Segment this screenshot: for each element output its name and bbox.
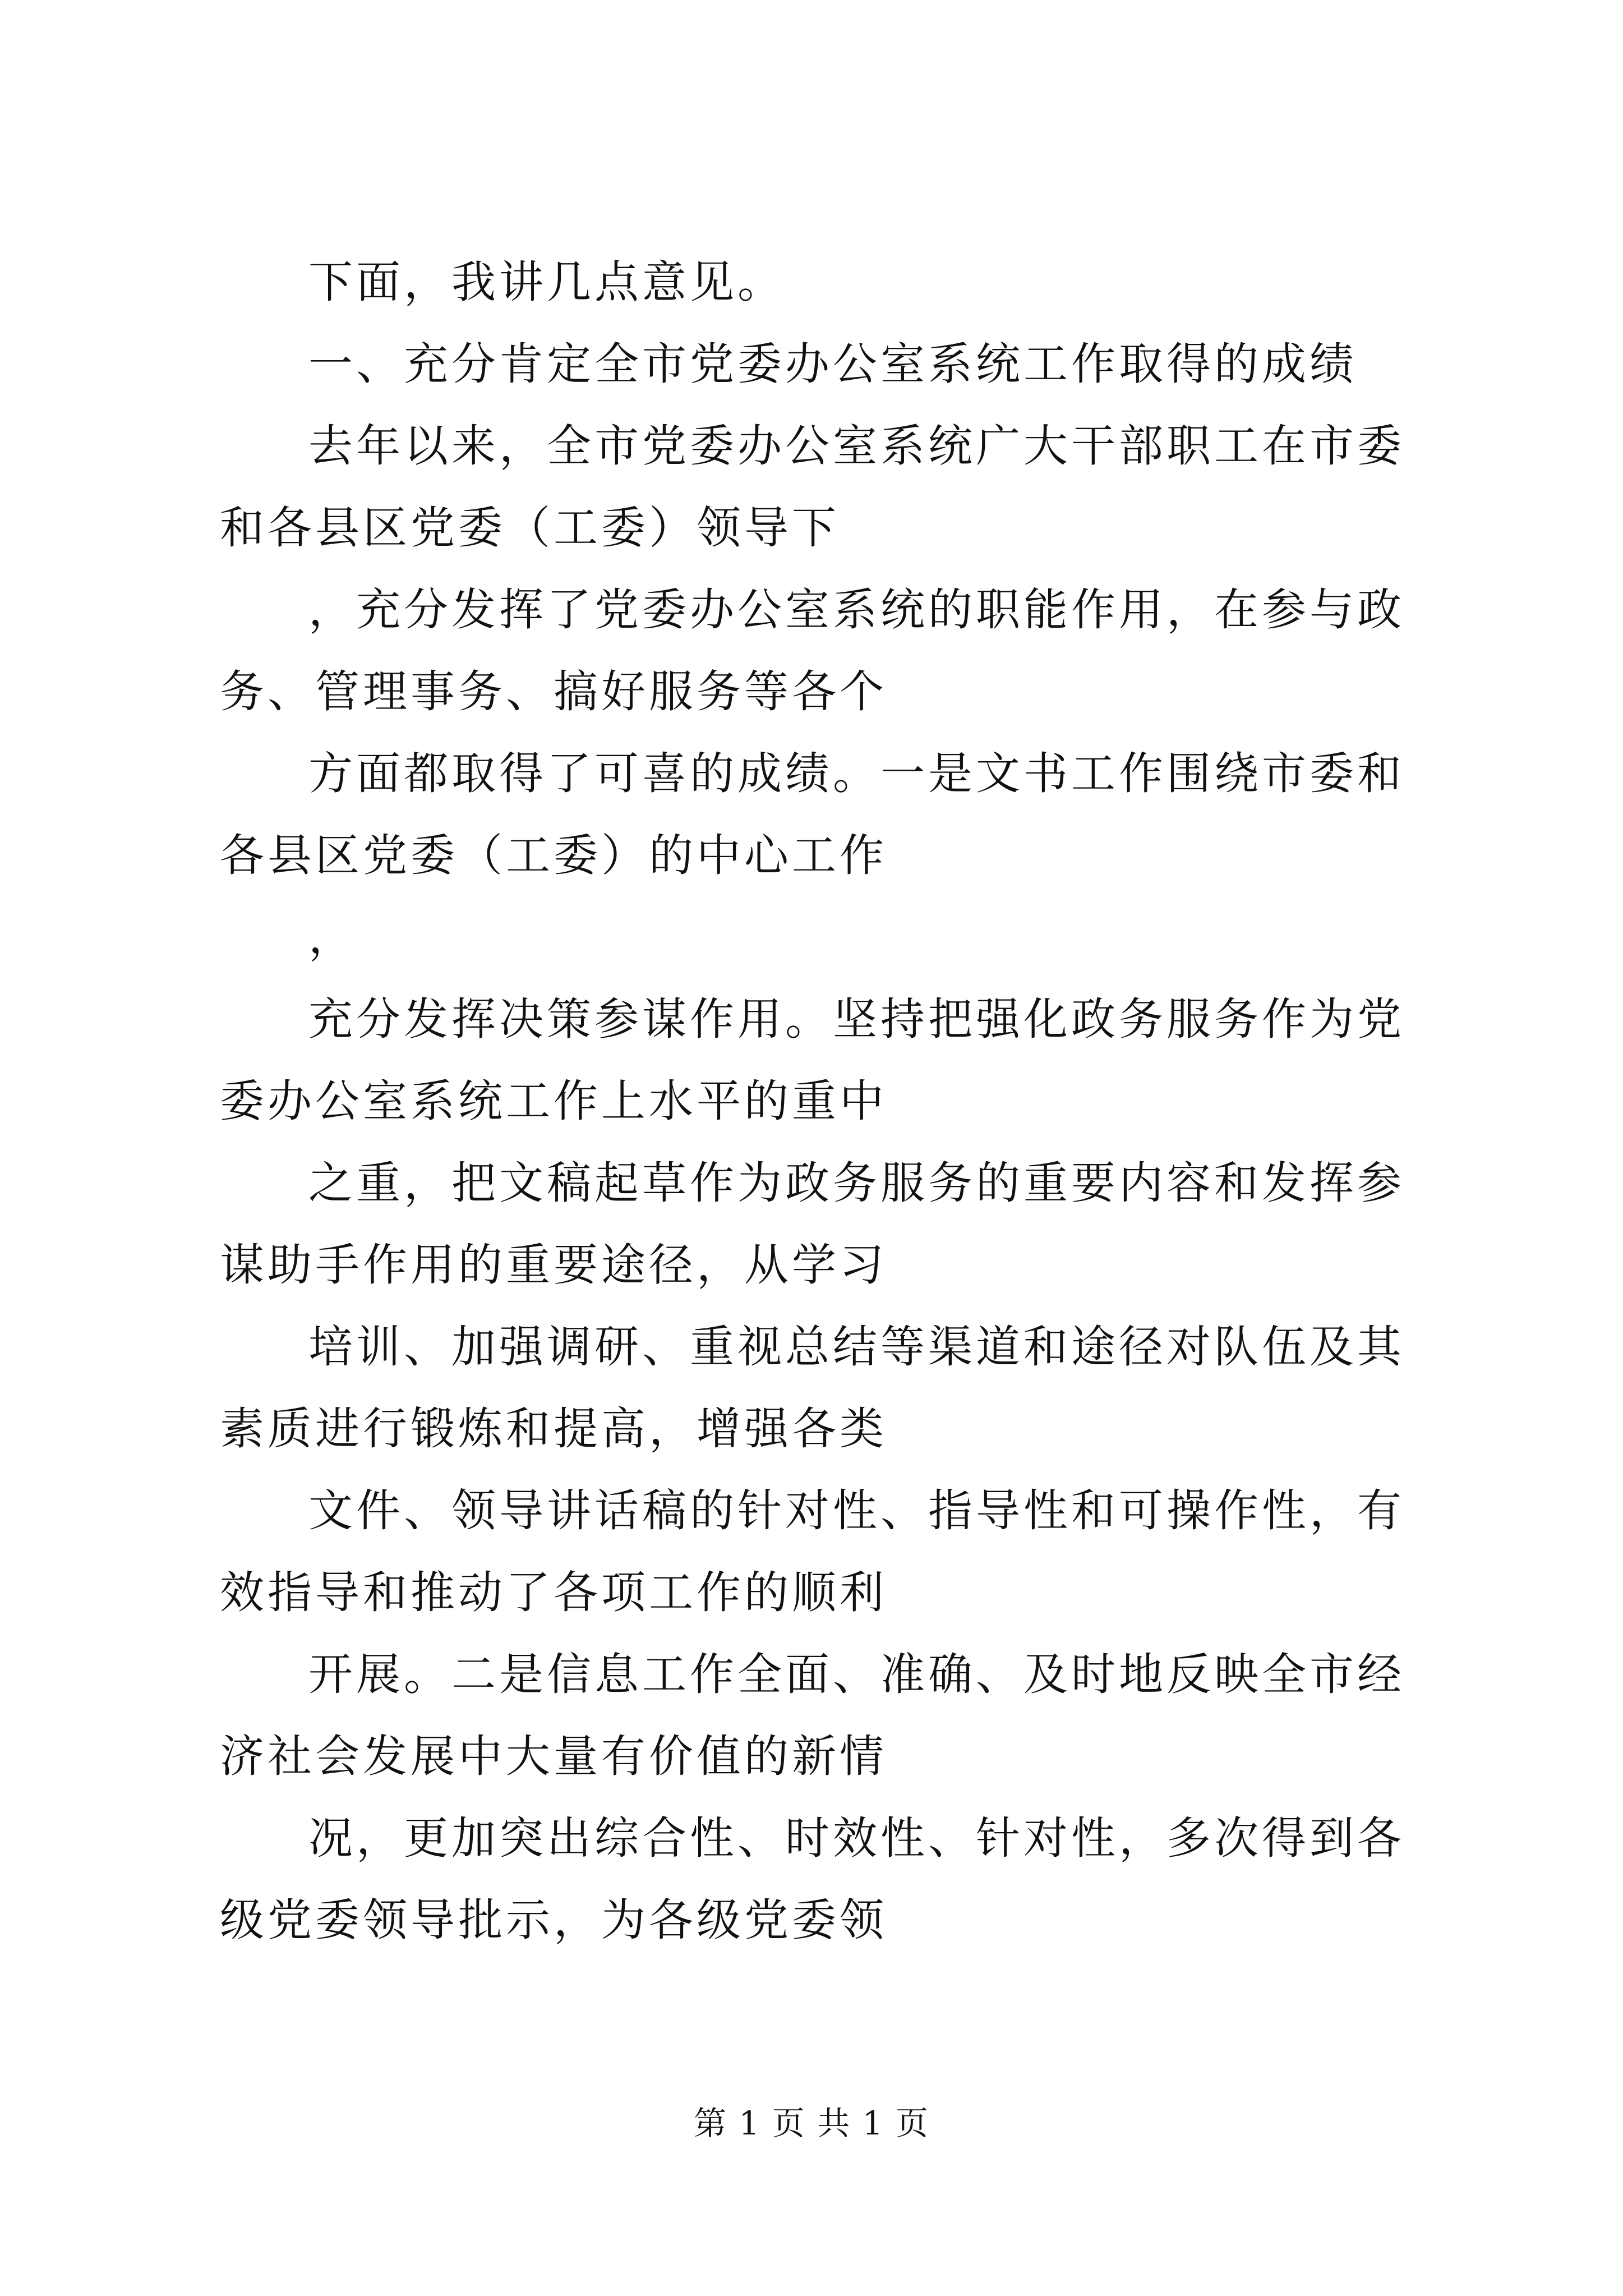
paragraph-9: 文件、领导讲话稿的针对性、指导性和可操作性，有效指导和推动了各项工作的顺利 xyxy=(220,1485,1405,1618)
paragraph-7: 之重，把文稿起草作为政务服务的重要内容和发挥参谋助手作用的重要途径，从学习 xyxy=(220,1157,1405,1291)
paragraph-10: 开展。二是信息工作全面、准确、及时地反映全市经济社会发展中大量有价值的新情 xyxy=(220,1649,1405,1782)
page-footer: 第 1 页 共 1 页 xyxy=(694,2104,929,2142)
paragraph-4: 方面都取得了可喜的成绩。一是文书工作围绕市委和各县区党委（工委）的中心工作 xyxy=(220,748,1405,881)
document-body xyxy=(220,241,1420,1961)
paragraph-6: 充分发挥决策参谋作用。坚持把强化政务服务作为党委办公室系统工作上水平的重中 xyxy=(220,993,1405,1127)
paragraph-3: ，充分发挥了党委办公室系统的职能作用，在参与政务、管理事务、搞好服务等各个 xyxy=(220,584,1405,717)
paragraph-8: 培训、加强调研、重视总结等渠道和途径对队伍及其素质进行锻炼和提高，增强各类 xyxy=(220,1321,1405,1455)
section-heading-1: 一、充分肯定全市党委办公室系统工作取得的成绩 xyxy=(308,338,1357,390)
paragraph-11: 况，更加突出综合性、时效性、针对性，多次得到各级党委领导批示，为各级党委领 xyxy=(220,1812,1405,1946)
paragraph-1: 下面，我讲几点意见。 xyxy=(308,256,785,308)
paragraph-5: ， xyxy=(308,912,356,963)
paragraph-2: 去年以来，全市党委办公室系统广大干部职工在市委和各县区党委（工委）领导下 xyxy=(220,420,1405,554)
